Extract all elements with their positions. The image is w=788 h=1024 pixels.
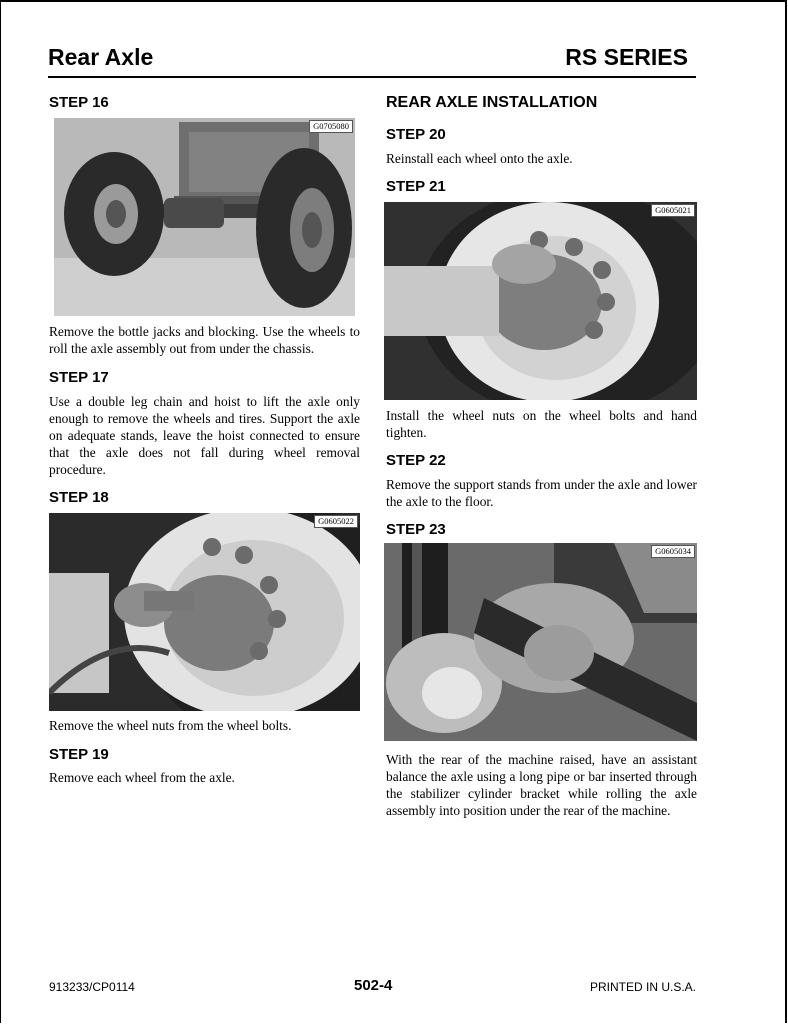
- step-20-text: Reinstall each wheel onto the axle.: [386, 151, 573, 166]
- step-17-heading: STEP 17: [49, 369, 109, 386]
- step-19-text: Remove each wheel from the axle.: [49, 770, 235, 785]
- step-16-heading: STEP 16: [49, 94, 109, 111]
- installation-heading: REAR AXLE INSTALLATION: [386, 94, 598, 111]
- step-17-text: Use a double leg chain and hoist to lift the axle only enough to remove the wheels and tires. Support the axle on adequate stands, leave the hoist connected to ensure that the axle does not fall during wheel removal procedure.: [49, 394, 360, 477]
- step-23-heading: STEP 23: [386, 521, 446, 538]
- step-18-heading: STEP 18: [49, 489, 109, 506]
- section-title: Rear Axle: [48, 44, 154, 70]
- page-number: 502-4: [354, 977, 393, 994]
- axle-assembly-photo: [54, 118, 355, 316]
- step-23-text: With the rear of the machine raised, have an assistant balance the axle using a long pipe or bar inserted through the stabilizer cylinder bracket while rolling the axle assembly into position under the rear of the machine.: [386, 752, 697, 818]
- figure-id: G0605021: [651, 204, 695, 217]
- step-21-figure: [384, 202, 697, 400]
- header-rule: [48, 76, 696, 78]
- wheel-nut-removal-photo: [49, 513, 360, 711]
- step-22-heading: STEP 22: [386, 452, 446, 469]
- step-23-figure: [384, 543, 697, 741]
- series-title: RS SERIES: [565, 44, 688, 70]
- step-22-text: Remove the support stands from under the axle and lower the axle to the floor.: [386, 477, 697, 509]
- figure-id: G0605022: [314, 515, 358, 528]
- step-21-heading: STEP 21: [386, 178, 446, 195]
- figure-id: G0705080: [309, 120, 353, 133]
- printed-label: PRINTED IN U.S.A.: [589, 980, 696, 994]
- step-20-heading: STEP 20: [386, 126, 446, 143]
- document-number: 913233/CP0114: [49, 980, 135, 994]
- step-16-text: Remove the bottle jacks and blocking. Use the wheels to roll the axle assembly out from under the chassis.: [49, 324, 360, 356]
- step-19-heading: STEP 19: [49, 746, 109, 763]
- figure-id: G0605034: [651, 545, 695, 558]
- step-16-figure: [54, 118, 355, 316]
- step-18-figure: [49, 513, 360, 711]
- step-18-text: Remove the wheel nuts from the wheel bolts.: [49, 718, 292, 733]
- step-21-text: Install the wheel nuts on the wheel bolts and hand tighten.: [386, 408, 697, 440]
- wheel-nut-install-photo: [384, 202, 697, 400]
- stabilizer-bracket-photo: [384, 543, 697, 741]
